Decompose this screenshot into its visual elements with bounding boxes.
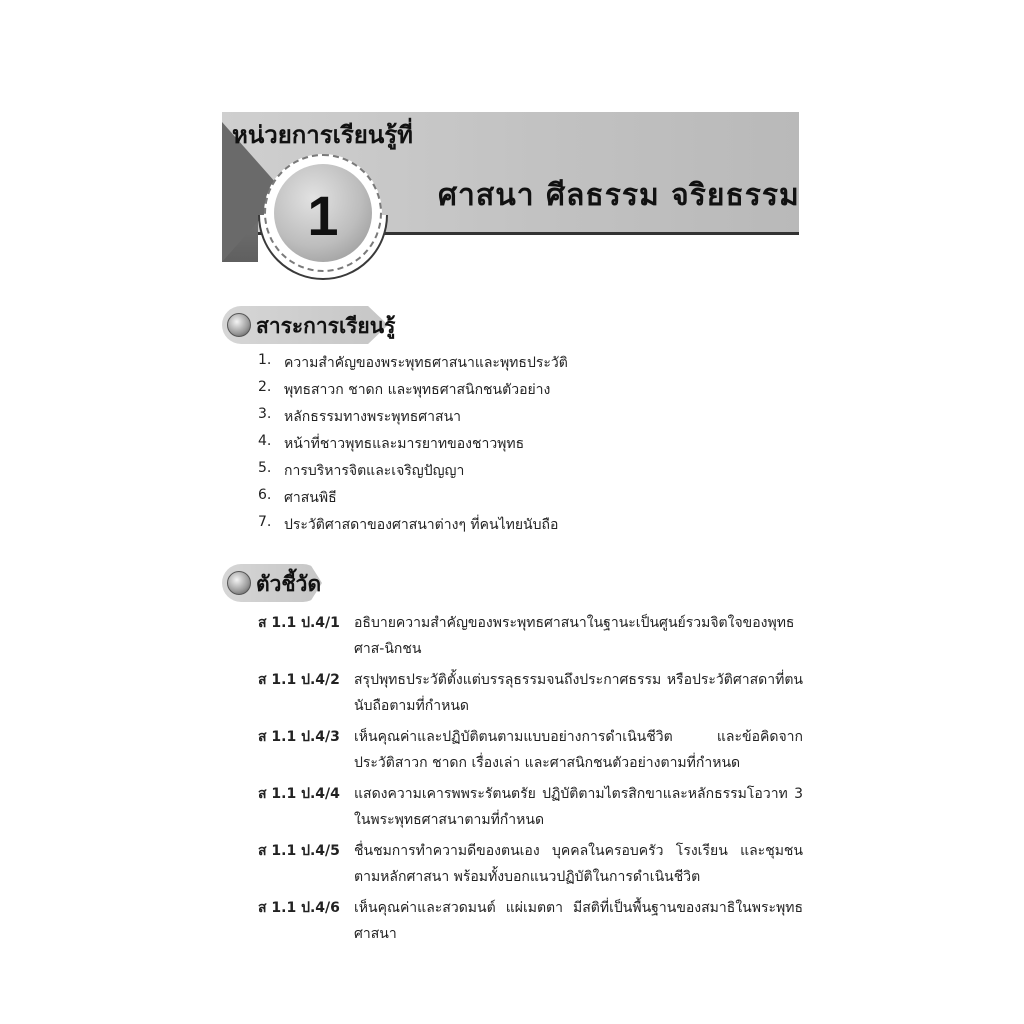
indicator-section-title: ตัวชี้วัด: [256, 572, 322, 596]
list-item: ส 1.1 ป.4/2 สรุปพุทธประวัติตั้งแต่บรรลุธรรมจนถึงประกาศธรรม หรือประวัติศาสดาที่ตนนับถือตามที่กำหนด: [258, 672, 803, 714]
list-item: 7. ประวัติศาสดาของศาสนาต่างๆ ที่คนไทยนับถือ: [258, 514, 559, 533]
list-item: 4. หน้าที่ชาวพุทธและมารยาทของชาวพุทธ: [258, 433, 525, 452]
bullet-sphere-icon: [227, 571, 251, 595]
list-item: 3. หลักธรรมทางพระพุทธศาสนา: [258, 406, 462, 425]
list-item: ส 1.1 ป.4/1 อธิบายความสำคัญของพระพุทธศาสนาในฐานะเป็นศูนย์รวมจิตใจของพุทธศาส-นิกชน: [258, 615, 795, 657]
indicator-list: [258, 610, 803, 952]
list-item: ส 1.1 ป.4/6 เห็นคุณค่าและสวดมนต์ แผ่เมตตา มีสติที่เป็นพื้นฐานของสมาธิในพระพุทธศาสนา: [258, 900, 803, 942]
list-item: ส 1.1 ป.4/5 ชื่นชมการทำความดีของตนเอง บุคคลในครอบครัว โรงเรียน และชุมชนตามหลักศาสนา พร้อมทั้งบอกแนวปฏิบัติในการดำเนินชีวิต: [258, 843, 803, 885]
unit-title: ศาสนา ศีลธรรม จริยธรรม: [438, 178, 800, 213]
content-section-title: สาระการเรียนรู้: [256, 314, 396, 338]
unit-label: หน่วยการเรียนรู้ที่: [232, 121, 413, 149]
topic-list: [258, 352, 818, 541]
list-item: ส 1.1 ป.4/3 เห็นคุณค่าและปฏิบัติตนตามแบบอย่างการดำเนินชีวิต และข้อคิดจากประวัติสาวก ชาดก เรื่องเล่า และศาสนิกชนตัวอย่างตามที่กำหนด: [258, 729, 803, 771]
list-item: ส 1.1 ป.4/4 แสดงความเคารพพระรัตนตรัย ปฏิบัติตามไตรสิกขาและหลักธรรมโอวาท 3 ในพระพุทธศาสนาตามที่กำหนด: [258, 786, 803, 828]
list-item: 5. การบริหารจิตและเจริญปัญญา: [258, 460, 465, 479]
list-item: 2. พุทธสาวก ชาดก และพุทธศาสนิกชนตัวอย่าง: [258, 379, 551, 398]
bullet-sphere-icon: [227, 313, 251, 337]
list-item: 6. ศาสนพิธี: [258, 487, 337, 506]
list-item: 1. ความสำคัญของพระพุทธศาสนาและพุทธประวัติ: [258, 352, 568, 371]
unit-number: 1: [307, 184, 339, 247]
